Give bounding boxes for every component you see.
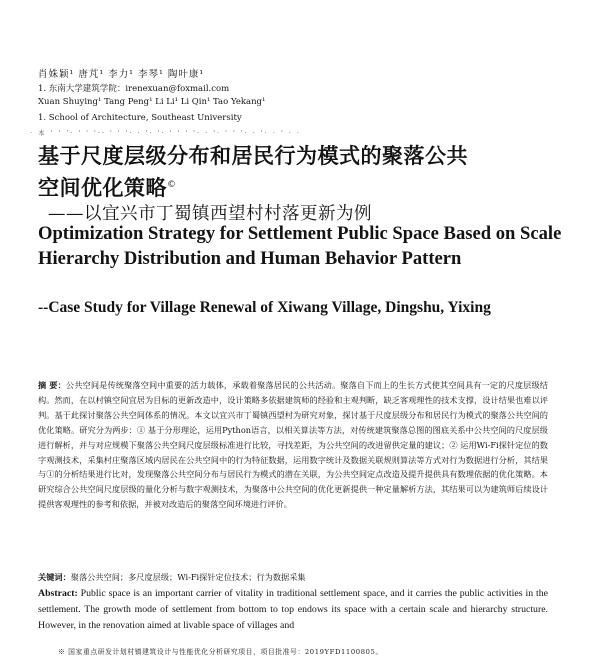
funding-footnote: ※ 国家重点研发计划村镇建筑设计与性能优化分析研究项目，项目批准号：2019YFD1100805。 [58, 648, 383, 656]
keywords-chinese [38, 572, 548, 583]
abstract-english-text: Public space is an important carrier of vitality in traditional settlement space, and it carries the public activities in the settlement. The growth mode of settlement from bottom to top endows its space with a certain scale and hierarchy structure. However, in the renovation aimed at livable space of villages and [38, 588, 548, 631]
authors-english: Xuan Shuying¹ Tang Peng¹ Li Li¹ Li Qin¹ Tao Yekang¹ [38, 97, 266, 107]
title-chinese-line1: 基于尺度层级分布和居民行为模式的聚落公共 [38, 144, 468, 168]
abstract-chinese [38, 378, 548, 512]
keywords-chinese-text: 聚落公共空间；多尺度层级；Wi-Fi探针定位技术；行为数据采集 [70, 572, 306, 582]
abstract-chinese-text: 公共空间是传统聚落空间中重要的活力载体，承载着聚落居民的公共活动。聚落自下而上的生长方式使其空间具有一定的尺度层级结构。然而，在以村镇空间宜居为目标的更新改造中，设计策略多依据建筑师的经验和主观判断，缺乏客观理性的技术支撑，设计结果也难以评判。基于此探讨聚落公共空间体系的情况。本文以宜兴市丁蜀镇西望村为研究对象，探讨基于尺度层级分布和居民行为模式的聚落公共空间的优化策略。研究分为两步：① 基于分形理论，运用Python语言，以相关算法等方法，对传统建筑聚落总图的图底关系中公共空间的尺度层级进行解析，并与对应规模下聚落公共空间尺度层级标准进行比较，寻找差距，为公共空间的改进留供定量的建议；② 运用Wi-Fi探针定位的数字观测技术，采集村庄聚落区域内居民在公共空间中的行为特征数据，运用数字统计及数据关联规则算法等方式对行为数据进行分析，其结果与①的分析结果进行比对，发现聚落公共空间分布与居民行为模式的潜在关联，为公共空间定点改造及提升提供具有数理依据的优化策略。本研究综合公共空间尺度层级的量化分析与数字观测技术，为聚落中公共空间的优化更新提供一种定量解析方法，其结果可以为建筑师后续设计提供客观理性的参考和依据，并被对改造后的聚落空间环境进行评价。 [38, 380, 548, 510]
affiliation-chinese: 1. 东南大学建筑学院：irenexuan@foxmail.com [38, 84, 230, 94]
title-english: Optimization Strategy for Settlement Public Space Based on Scale Hierarchy Distribution and Human Behavior Pattern [38, 223, 562, 269]
abstract-english-label: Abstract: [38, 588, 78, 599]
subtitle-english: --Case Study for Village Renewal of Xiwang Village, Dingshu, Yixing [38, 299, 491, 316]
title-chinese-line2 [38, 171, 468, 203]
affiliation-english: 1. School of Architecture, Southeast University [38, 113, 242, 123]
abstract-english [38, 586, 548, 634]
footnote-mark: © [167, 180, 177, 190]
subtitle-chinese: ——以宜兴市丁蜀镇西望村村落更新为例 [48, 204, 372, 224]
authors-chinese: 肖姝颖¹ 唐芃¹ 李力¹ 李琴¹ 陶叶康¹ [38, 69, 205, 80]
abstract-chinese-label: 摘 要： [38, 380, 66, 390]
title-chinese [38, 142, 468, 203]
scan-artifact-line: · 本 ' ' '· ' ' '·· ' ' '· · '· '· ' ' ' '· · '· ' ' '· · '· · ' · · [30, 129, 302, 137]
keywords-chinese-label: 关键词： [38, 572, 71, 582]
title-chinese-line2-text: 空间优化策略 [38, 176, 167, 200]
